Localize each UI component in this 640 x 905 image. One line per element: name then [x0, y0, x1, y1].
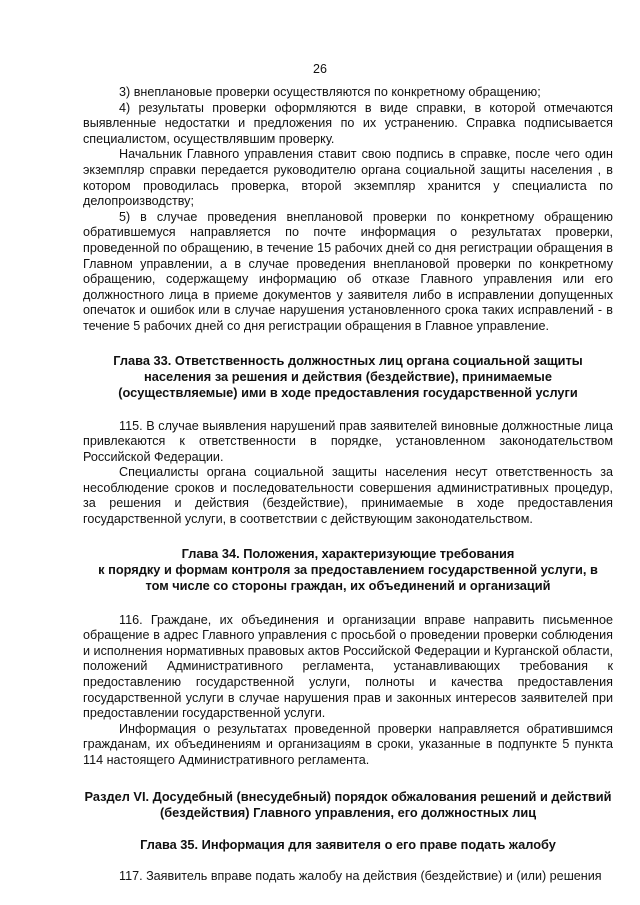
paragraph-115: 115. В случае выявления нарушений прав заявителей виновные должностные лица привлекаются к ответственности в порядке, установленном законодательством Российской Федерации.: [83, 418, 613, 464]
paragraph-117: 117. Заявитель вправе подать жалобу на действия (бездействие) и (или) решения: [119, 868, 602, 883]
section-6-heading-line: Раздел VI. Досудебный (внесудебный) порядок обжалования решений и действий: [84, 788, 612, 804]
chapter-34-heading-line: к порядку и формам контроля за предоставлением государственной услуги, в: [98, 561, 598, 577]
paragraph-head-signature: Начальник Главного управления ставит свою подпись в справке, после чего один экземпляр справки передается руководителю органа социальной защиты населения , в котором проводилась проверка, второй экземпляр хранится у специалиста по делопроизводству;: [83, 147, 613, 209]
chapter-34-heading-line: том числе со стороны граждан, их объединений и организаций: [145, 577, 551, 593]
paragraph-item-3: 3) внеплановые проверки осуществляются по конкретному обращению;: [119, 85, 541, 99]
paragraph-specialists-responsibility: Специалисты органа социальной защиты населения несут ответственность за несоблюдение сроков и последовательности совершения административных процедур, за решения и действия (бездействие), принимаемые в ходе предоставления государственной услуги, в соответствии с действующим законодательством.: [83, 465, 613, 527]
section-6-heading: [83, 789, 613, 821]
chapter-33-heading-line: Глава 33. Ответственность должностных лиц органа социальной защиты: [113, 352, 583, 368]
chapter-35-heading: Глава 35. Информация для заявителя о его праве подать жалобу: [140, 836, 556, 852]
paragraph-item-4: 4) результаты проверки оформляются в виде справки, в которой отмечаются выявленные недостатки и предложения по их устранению. Справка подписывается специалистом, осуществлявшим проверку.: [83, 100, 613, 146]
page-number: 26: [313, 62, 327, 76]
chapter-33-heading-line: населения за решения и действия (бездействие), принимаемые: [144, 368, 552, 384]
chapter-33-heading-line: (осуществляемые) ими в ходе предоставления государственной услуги: [118, 384, 578, 400]
paragraph-item-5: 5) в случае проведения внеплановой проверки по конкретному обращению обратившемуся направляется по почте информация о результатах проверки, проведенной по обращению, в течение 15 рабочих дней со дня регистрации обращения в Главном управлении, а в случае проведения внеплановой проверки по конкретному обращению, содержащему информацию об отказе Главного управления или его должностного лица в приеме документов у заявителя либо в исправлении допущенных опечаток и ошибок или в случае нарушения установленного срока таких исправлений - в течение 5 рабочих дней со дня регистрации обращения в Главное управление.: [83, 209, 613, 333]
chapter-34-heading: [83, 546, 613, 594]
paragraph-116: 116. Граждане, их объединения и организации вправе направить письменное обращение в адрес Главного управления с просьбой о проведении проверки соблюдения и исполнения нормативных правовых актов Российской Федерации и Курганской области, положений Административного регламента, устанавливающих требования к предоставлению государственной услуги, полноты и качества предоставления государственной услуги в случае нарушения прав и законных интересов заявителей при предоставлении государственной услуги.: [83, 612, 613, 721]
paragraph-results-information: Информация о результатах проведенной проверки направляется обратившимся гражданам, их объединениям и организациям в сроки, указанные в подпункте 5 пункта 114 настоящего Административного регламента.: [83, 721, 613, 767]
page-content: [83, 85, 613, 884]
section-6-heading-line: (бездействия) Главного управления, его должностных лиц: [159, 804, 537, 820]
chapter-33-heading: [83, 353, 613, 401]
chapter-34-heading-line: Глава 34. Положения, характеризующие требования: [181, 545, 515, 561]
